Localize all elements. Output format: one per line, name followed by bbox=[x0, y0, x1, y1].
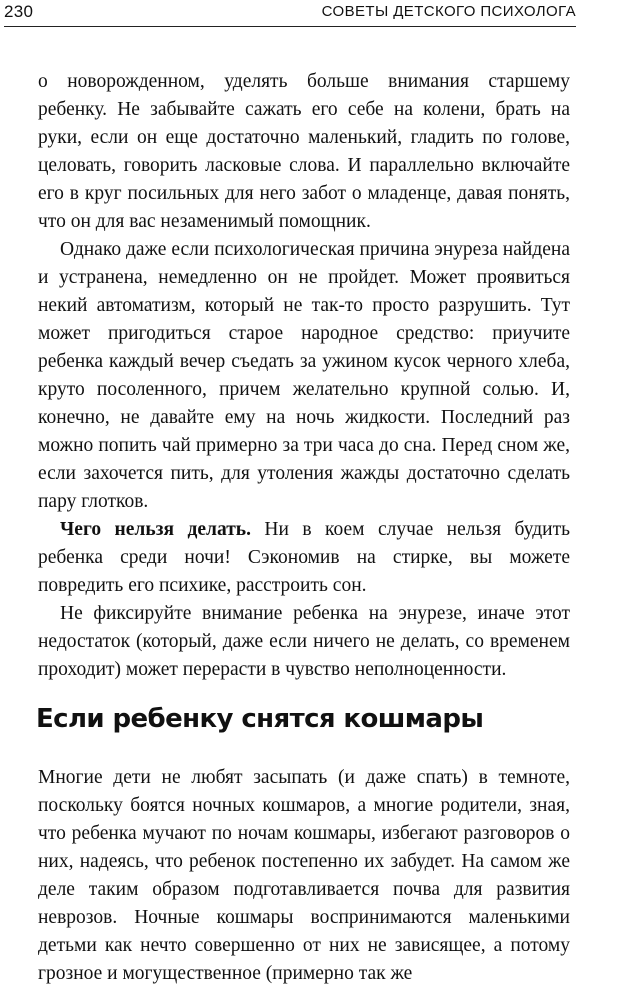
running-title: СОВЕТЫ ДЕТСКОГО ПСИХОЛОГА bbox=[321, 3, 576, 20]
page-number: 230 bbox=[4, 2, 34, 21]
body-text-top bbox=[38, 68, 570, 684]
paragraph-continued: о новорожденном, уделять больше внимания старшему ребенку. Не забывайте сажать его себе на колени, брать на руки, если он еще достаточно маленький, гладить по голове, целовать, говорить ласковые слова. И параллельно включайте его в круг посильных для него забот о младенце, давая понять, что он для вас незаменимый помощник. bbox=[38, 71, 570, 232]
paragraph-what-not-to-do-text: Ни в коем случае нельзя будить ребенка среди ночи! Сэкономив на стирке, вы можете повредить его психике, расстроить сон. bbox=[38, 519, 570, 596]
paragraph-automatism: Однако даже если психологическая причина энуреза найдена и устранена, немедленно он не пройдет. Может проявиться некий автоматизм, который не так-то просто разрушить. Тут может пригодиться старое народное средство: приучите ребенка каждый вечер съедать за ужином кусок черного хлеба, круто посоленного, причем желательно крупной солью. И, конечно, не давайте ему на ночь жидкости. Последний раз можно попить чай примерно за три часа до сна. Перед сном же, если захочется пить, для утоления жажды достаточно сделать пару глотков. bbox=[38, 239, 570, 512]
section-heading: Если ребенку снятся кошмары bbox=[36, 704, 484, 734]
paragraph-what-not-to-do bbox=[38, 516, 570, 600]
paragraph-inferiority: Не фиксируйте внимание ребенка на энурезе, иначе этот недостаток (который, даже если ничего не делать, со временем проходит) может перерасти в чувство неполноценности. bbox=[38, 603, 570, 680]
paragraph-nightmares: Многие дети не любят засыпать (и даже спать) в темноте, поскольку боятся ночных кошмаров, а многие родители, зная, что ребенка мучают по ночам кошмары, избегают разговоров о них, надеясь, что ребенок постепенно их забудет. На самом же деле таким образом подготавливается почва для развития неврозов. Ночные кошмары воспринимаются маленькими детьми как нечто совершенно от них не зависящее, а потому грозное и могущественное (примерно так же bbox=[38, 767, 570, 984]
body-text-section bbox=[38, 764, 570, 988]
paragraph-lead-bold: Чего нельзя делать. bbox=[60, 519, 251, 540]
running-header bbox=[4, 0, 576, 27]
